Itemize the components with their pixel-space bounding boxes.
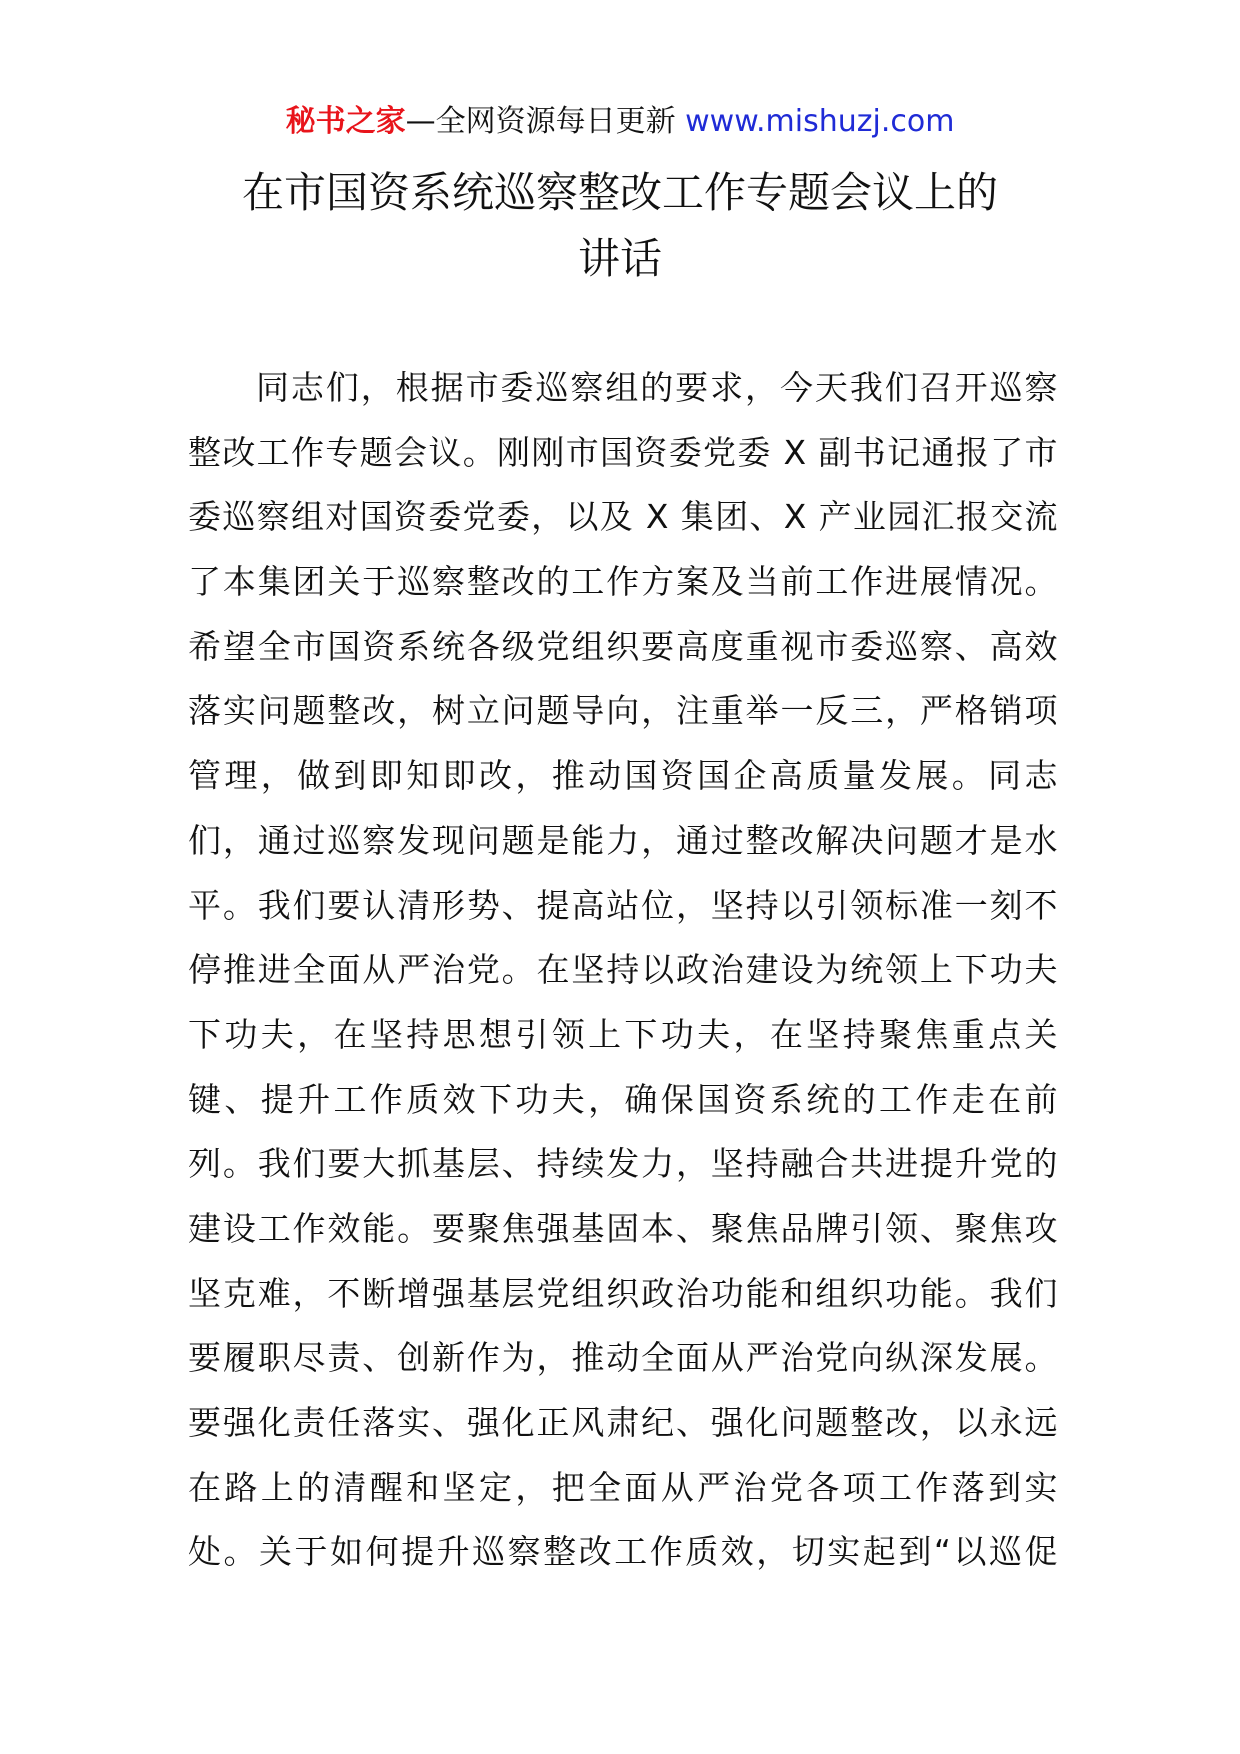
site-header: [0, 100, 1240, 144]
body-line: 处。关于如何提升巡察整改工作质效，切实起到“以巡促: [188, 1532, 1058, 1572]
body-line: 们，通过巡察发现问题是能力，通过整改解决问题才是水: [188, 820, 1058, 860]
body-line: 委巡察组对国资委党委，以及 X 集团、X 产业园汇报交流: [188, 497, 1058, 537]
title-line-2: 讲话: [577, 234, 662, 283]
document-title: [160, 160, 1080, 292]
body-line: 下功夫，在坚持思想引领上下功夫，在坚持聚焦重点关: [188, 1014, 1058, 1054]
body-line: 停推进全面从严治党。在坚持以政治建设为统领上下功夫: [188, 950, 1058, 990]
body-line: 落实问题整改，树立问题导向，注重举一反三，严格销项: [188, 691, 1058, 731]
body-line: 坚克难，不断增强基层党组织政治功能和组织功能。我们: [188, 1273, 1058, 1313]
header-tagline: —全网资源每日更新: [405, 104, 686, 139]
body-line: 希望全市国资系统各级党组织要高度重视市委巡察、高效: [188, 626, 1058, 666]
body-line: 同志们，根据市委巡察组的要求，今天我们召开巡察: [256, 368, 1058, 407]
body-line: 整改工作专题会议。刚刚市国资委党委 X 副书记通报了市: [188, 432, 1058, 472]
body-line: 要履职尽责、创新作为，推动全面从严治党向纵深发展。: [188, 1338, 1058, 1378]
body-line: 键、提升工作质效下功夫，确保国资系统的工作走在前: [188, 1079, 1058, 1119]
body-line: 平。我们要认清形势、提高站位，坚持以引领标准一刻不: [188, 885, 1058, 925]
body-line: 在路上的清醒和坚定，把全面从严治党各项工作落到实: [188, 1467, 1058, 1507]
body-line: 列。我们要大抓基层、持续发力，坚持融合共进提升党的: [188, 1144, 1058, 1184]
body-line: 管理，做到即知即改，推动国资国企高质量发展。同志: [188, 756, 1058, 796]
document-body: [188, 356, 1058, 1585]
body-line: 要强化责任落实、强化正风肃纪、强化问题整改，以永远: [188, 1403, 1058, 1442]
body-line: 建设工作效能。要聚焦强基固本、聚焦品牌引领、聚焦攻: [188, 1208, 1058, 1248]
title-line-1: 在市国资系统巡察整改工作专题会议上的: [241, 168, 998, 217]
site-url-link[interactable]: www.mishuzj.com: [685, 104, 955, 139]
body-line: 了本集团关于巡察整改的工作方案及当前工作进展情况。: [188, 562, 1058, 602]
brand-name: 秘书之家: [285, 104, 406, 139]
